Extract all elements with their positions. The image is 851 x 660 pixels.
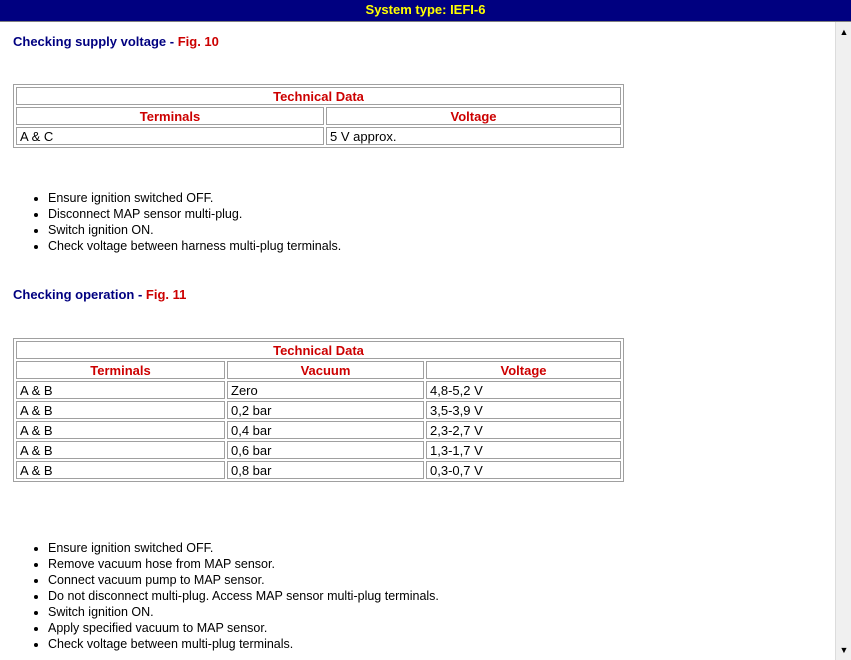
cell-vacuum: 0,2 bar [227,401,424,419]
list-item: • Switch ignition ON. [48,604,439,620]
figure-reference[interactable]: Fig. 11 [145,287,187,302]
window-title: System type: IEFI-6 [365,2,486,17]
column-header-voltage: Voltage [326,107,621,125]
list-item: • Ensure ignition switched OFF. [48,540,439,556]
section-heading-operation [13,287,186,302]
list-item: • Check voltage between harness multi-plug terminals. [48,238,341,254]
list-item: • Switch ignition ON. [48,222,341,238]
cell-vacuum: 0,4 bar [227,421,424,439]
cell-vacuum: Zero [227,381,424,399]
cell-voltage: 2,3-2,7 V [426,421,621,439]
heading-text: Checking supply voltage [13,34,167,49]
procedure-list-operation [10,540,439,652]
list-item: • Connect vacuum pump to MAP sensor. [48,572,439,588]
procedure-list-supply [10,190,341,254]
table-row [16,381,621,399]
list-item: • Check voltage between multi-plug terminals. [48,636,439,652]
heading-separator: - [134,287,146,302]
technical-data-table-operation [13,338,624,482]
cell-terminals: A & B [16,461,225,479]
table-row [16,461,621,479]
table-caption: Technical Data [16,87,621,105]
cell-terminals: A & B [16,421,225,439]
column-header-vacuum: Vacuum [227,361,424,379]
heading-separator: - [166,34,178,49]
cell-terminals: A & C [16,127,324,145]
scroll-up-arrow-icon[interactable]: ▲ [839,27,849,37]
list-item: • Ensure ignition switched OFF. [48,190,341,206]
table-row [16,127,621,145]
list-item: • Apply specified vacuum to MAP sensor. [48,620,439,636]
figure-reference[interactable]: Fig. 10 [177,34,219,49]
cell-vacuum: 0,6 bar [227,441,424,459]
column-header-voltage: Voltage [426,361,621,379]
cell-voltage: 4,8-5,2 V [426,381,621,399]
table-caption: Technical Data [16,341,621,359]
table-row [16,401,621,419]
column-header-terminals: Terminals [16,107,324,125]
cell-terminals: A & B [16,381,225,399]
column-header-terminals: Terminals [16,361,225,379]
table-row [16,441,621,459]
heading-text: Checking operation [13,287,135,302]
vertical-scrollbar[interactable] [835,22,851,660]
list-item: • Disconnect MAP sensor multi-plug. [48,206,341,222]
list-item: • Do not disconnect multi-plug. Access MAP sensor multi-plug terminals. [48,588,439,604]
cell-voltage: 3,5-3,9 V [426,401,621,419]
table-row [16,421,621,439]
cell-terminals: A & B [16,441,225,459]
list-item: • Remove vacuum hose from MAP sensor. [48,556,439,572]
cell-voltage: 5 V approx. [326,127,621,145]
title-bar [0,0,851,22]
cell-terminals: A & B [16,401,225,419]
cell-voltage: 1,3-1,7 V [426,441,621,459]
cell-vacuum: 0,8 bar [227,461,424,479]
cell-voltage: 0,3-0,7 V [426,461,621,479]
section-heading-supply-voltage [13,34,219,49]
document-content[interactable] [0,22,835,660]
scroll-down-arrow-icon[interactable]: ▼ [839,645,849,655]
technical-data-table-supply [13,84,624,148]
